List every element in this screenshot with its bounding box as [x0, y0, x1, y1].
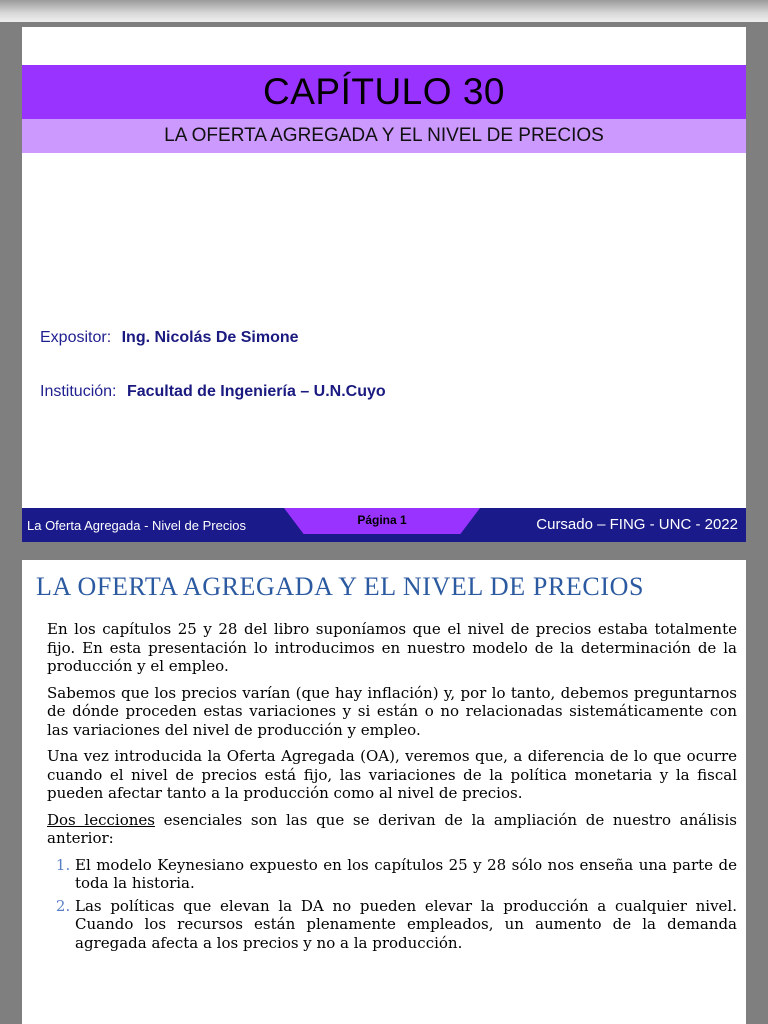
paragraph: Sabemos que los precios varían (que hay inflación) y, por lo tanto, debemos preguntarnos de dónde proceden estas variaciones y si están o no relacionadas sistemáticamente con las variaciones del nivel de producción y empleo.	[47, 683, 737, 739]
title-slide	[22, 27, 746, 542]
footer-right-text: Cursado – FING - UNC - 2022	[536, 516, 738, 533]
page-number: Página 1	[357, 513, 407, 527]
viewer-top-bar	[0, 0, 768, 22]
subtitle-band	[22, 119, 746, 153]
slide-footer	[22, 508, 746, 542]
content-page	[22, 560, 746, 1024]
institucion-value: Facultad de Ingeniería – U.N.Cuyo	[126, 383, 386, 400]
body-text	[47, 620, 737, 956]
paragraph: En los capítulos 25 y 28 del libro suponíamos que el nivel de precios estaba totalmente fijo. En esta presentación lo introducimos en nuestro modelo de la determinación de la producción y el empleo.	[47, 620, 737, 675]
lessons-underlined: Dos lecciones	[47, 810, 155, 829]
list-item: 2. Las políticas que elevan la DA no pueden elevar la producción a cualquier nivel. Cuando los recursos están plenamente empleados, un aumento de la demanda agregada afecta a los precios y no a la producción.	[75, 897, 737, 953]
expositor-label: Expositor:	[40, 329, 112, 346]
footer-left-text: La Oferta Agregada - Nivel de Precios	[27, 518, 246, 533]
lessons-paragraph	[47, 811, 737, 848]
paragraph: Una vez introducida la Oferta Agregada (OA), veremos que, a diferencia de lo que ocurre cuando el nivel de precios está fijo, las variaciones de la política monetaria y la fiscal pueden afectar tanto a la producción como al nivel de precios.	[47, 747, 737, 802]
page-heading: LA OFERTA AGREGADA Y EL NIVEL DE PRECIOS	[36, 572, 645, 601]
slide-title: CAPÍTULO 30	[263, 71, 505, 112]
lessons-list	[47, 856, 737, 953]
slide-subtitle: LA OFERTA AGREGADA Y EL NIVEL DE PRECIOS	[164, 125, 604, 146]
expositor-value: Ing. Nicolás De Simone	[121, 329, 299, 346]
expositor-row	[40, 329, 299, 347]
lessons-rest: esenciales son las que se derivan de la ampliación de nuestro análisis anterior:	[47, 810, 738, 847]
institucion-row	[40, 383, 386, 401]
title-band	[22, 65, 746, 119]
institucion-label: Institución:	[40, 383, 117, 400]
list-item: 1. El modelo Keynesiano expuesto en los capítulos 25 y 28 sólo nos enseña una parte de toda la historia.	[75, 856, 737, 893]
